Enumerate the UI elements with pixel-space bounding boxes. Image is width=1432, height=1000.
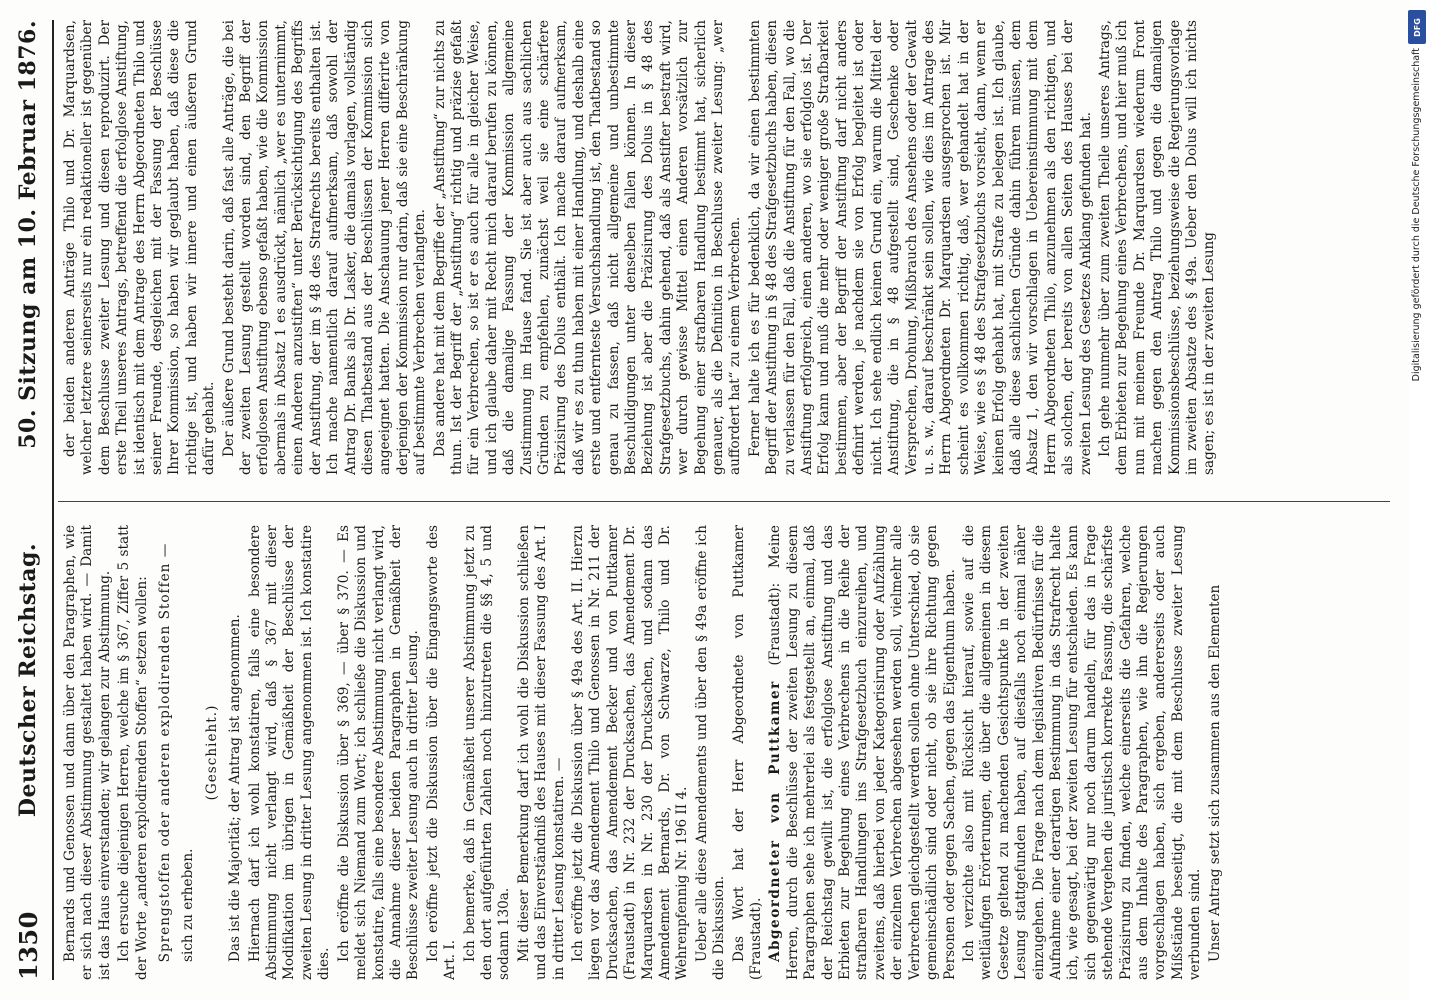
paragraph: sich zu erheben. [180,848,197,962]
centered-line: (Geschieht.) [203,704,220,801]
column-divider [58,501,1390,502]
paragraph: Das ist die Majorität; der Antrag ist angenommen. [227,614,244,962]
paragraph: Ich ersuche diejenigen Herren, welche im § 367, Ziffer 5 statt der Worte „anderen explodirenden Stoffen“ setzen wollen: [116,525,150,980]
header-rule [52,20,54,980]
dfg-logo: DFG [1408,10,1426,44]
speaker-name: Abgeordneter von Puttkamer [767,680,784,962]
digitization-stamp [1404,4,1430,994]
paragraph: Bernards und Genossen und dann über den Paragraphen, wie er sich nach dieser Abstimmung gestaltet haben wird. — Damit ist das Haus einverstanden; wir gelangen zur Abstimmung. [62,525,113,980]
funding-notice: Digitalisierung gefördert durch die Deutsche Forschungsgemeinschaft [1411,48,1422,382]
paragraph: Unser Antrag setzt sich zusammen aus den Elementen [1206,584,1223,962]
paragraph: Das Wort hat der Herr Abgeordnete von Puttkamer (Fraustadt). [730,525,765,980]
paragraph: Ueber alle diese Amendements und über den § 49a eröffne ich die Diskussion. [693,525,728,980]
page-number: 1350 [13,911,43,980]
paragraph: Ich eröffne jetzt die Diskussion über § 49a des Art. II. Hierzu liegen vor das Amendement Thilo und Genossen in Nr. 211 der Drucksachen, das Amendement Becker und von Puttkamer (Fraustadt) in Nr. 232 der Drucksachen, das Amendement Dr. Marquardsen in Nr. 230 der Drucksachen, und sodann das Amendement Bernards, Dr. von Schwarze, Thilo und Dr. Wehrenpfennig Nr. 196 II 4. [569,525,691,980]
paragraph: Der äußere Grund besteht darin, daß fast alle Anträge, die bei der zweiten Lesung gestellt worden sind, den Begriff der erfolglosen Anstiftung ebenso gefaßt haben, wie die Kommission abermals in Absatz 1 es ausdrückt, nämlich „wer es unternimmt, einen Anderen anzustiften“ unter Berücksichtigung des Begriffs der Anstiftung, der im § 48 des Strafrechts bereits enthalten ist. Ich mache namentlich darauf aufmerksam, daß sowohl der Antrag Dr. Banks als Dr. Lasker, die damals vorlagen, vollständig diesen Thatbestand aus der Beschlüssen der Kommission sich angeeignet hatten. Die Anschauung jener Herren differirte von derjenigen der Kommission nur darin, daß sie eine Beschränkung auf bestimmte Verbrechen verlangten. [220,20,429,475]
page-header [8,20,48,980]
paragraph: Das andere hat mit dem Begriffe der „Anstiftung“ zur nichts zu thun. Ist der Begriff der „Anstiftung“ richtig und präzise gefaßt für ein Verbrechen, so ist er es auch für alle in gleicher Weise, und ich glaube daher mit Recht mich darauf berufen zu können, daß die damalige Fassung der Kommission allgemeine Zustimmung im Hause fand. Sie ist aber auch aus sachlichen Gründen zu empfehlen, zunächst weil sie eine schärfere Präzisirung des Dolus enthält. Ich mache darauf aufmerksam, daß wir es zu thun haben mit einer Handlung, und deshalb eine erste und entfernteste Versuchshandlung ist, den Thatbestand so genau zu fassen, daß nicht allgemeine und unbestimmte Beschuldigungen unter denselben fallen können. In dieser Beziehung ist aber die Präzisirung des Dolus in § 48 des Strafgesetzbuchs, dahin gehend, daß als Anstifter bestraft wird, wer durch gewisse Mittel einen Anderen vorsätzlich zur Begehung einer strafbaren Handlung bestimmt hat, sicherlich genauer, als die Definition in Beschlusse zweiter Lesung: „wer auffordert hat“ zu einem Verbrechen. [431,20,744,475]
publication-title: Deutscher Reichstag. [15,542,41,818]
left-text-column [62,525,1392,980]
paragraph: Ich eröffne die Diskussion über § 369, — über § 370. — Es meldet sich Niemand zum Wort; ich schließe die Diskussion und konstatire, falls eine besondere Abstimmung nicht verlangt wird, die Annahme dieser beiden Paragraphen in Gemäßheit der Beschlüsse zweiter Lesung auch in dritter Lesung. [335,525,422,980]
centered-line: Sprengstoffen oder anderen explodirenden Stoffen — [157,542,174,963]
speech-paragraph [767,525,958,980]
paragraph: Ich verzichte also mit Rücksicht hierauf, sowie auf die weitläufigen Erörterungen, die über die allgemeinen in diesem Gesetze geltend zu machenden Gesichtspunkte in der zweiten Lesung stattgefunden haben, auf diesfalls noch einmal näher einzugehen. Die Frage nach dem legislativen Bedürfnisse für die Aufnahme einer derartigen Bestimmung in das Strafrecht halte ich, wie gesagt, bei der zweiten Lesung für entschieden. Es kann sich gegenwärtig nur noch darum handeln, für das in Frage stehende Vergehen die juristisch korrekte Fassung, die schärfste Präzisirung zu finden, welche einerseits die Gefahren, welche aus dem Inhalte des Paragraphen, wie ihn die Regierungen vorgeschlagen haben, sich ergeben, andererseits oder auch Mißstände beseitigt, die mit dem Beschlusse zweiter Lesung verbunden sind. [960,525,1204,980]
session-title: 50. Sitzung am 10. Februar 1876. [15,20,41,449]
paragraph: Mit dieser Bemerkung darf ich wohl die Diskussion schließen und das Einverständniß des Hauses mit dieser Fassung des Art. I in dritter Lesung konstatiren. — [515,525,567,980]
speech-text: (Fraustadt): Meine Herren, durch die Beschlüsse der zweiten Lesung zu diesem Paragraphen sehe ich mehrerlei als festgestellt an, einmal, daß der Reichstag gewillt ist, die erfolglose Anstiftung und das Erbieten zur Begehung eines Verbrechens in die Reihe der strafbaren Handlungen ins Strafgesetzbuch einzureihen, und zweitens, daß hierbei von jeder Kategorisirung oder Aufzählung der einzelnen Verbrechen abgesehen werden soll, vielmehr alle Verbrechen gleichgestellt werden sollen ohne Unterschied, ob sie gemeinschädlich sind oder nicht, ob sie ihre Richtung gegen Personen oder gegen Sachen, gegen das Eigenthum haben. [767,525,958,980]
paragraph: Ich bemerke, daß in Gemäßheit unserer Abstimmung jetzt zu den dort aufgeführten Zahlen noch hinzutreten die §§ 4, 5 und sodann 130a. [461,525,513,980]
paragraph: Ich eröffne jetzt die Diskussion über die Eingangsworte des Art. I. [424,525,459,980]
paragraph: Hiernach darf ich wohl konstatiren, falls eine besondere Abstimmung nicht verlangt wird, daß § 367 mit dieser Modifikation im übrigen in Gemäßheit der Beschlüsse der zweiten Lesung in dritter Lesung angenommen ist. Ich konstatire dies. [246,525,333,980]
paragraph: Ferner halte ich es für bedenklich, da wir einen bestimmten Begriff der Anstiftung in § 48 des Strafgesetzbuchs haben, diesen zu verlassen für den Fall, daß die Anstiftung für den Fall, wo die Anstiftung erfolgreich, einen anderen, wo sie erfolglos ist. Der Erfolg kann und muß die mehr oder weniger große Strafbarkeit bestimmen, aber der Begriff der Anstiftung darf nicht anders definirt werden, je nachdem sie von Erfolg begleitet ist oder nicht. Ich sehe endlich keinen Grund ein, warum die Mittel der Anstiftung, die in § 48 aufgestellt sind, Geschenke oder Versprechen, Drohung, Mißbrauch des Ansehens oder der Gewalt u. s. w., darauf beschränkt sein sollen, wie dies im Antrage des Herrn Abgeordneten Dr. Marquardsen ausgesprochen ist. Mir scheint es vollkommen richtig, daß, wer gehandelt hat in der Weise, wie es § 48 des Strafgesetzbuchs vorsieht, dann, wenn er keinen Erfolg gehabt hat, mit Strafe zu belegen ist. Ich glaube, daß alle diese sachlichen Gründe dahin führen müssen, dem Absatz 1, den wir vorschlagen in Uebereinstimmung mit dem Herrn Abgeordneten Thilo, anzunehmen als den richtigen, und als solchen, der bereits von allen Seiten des Hauses bei der zweiten Lesung des Gesetzes Anklang gefunden hat. [746,20,1094,475]
paragraph: Ich gehe nunmehr über zum zweiten Theile unseres Antrags, dem Erbieten zur Begehung eines Verbrechens, und hier muß ich nun mit meinem Freunde Dr. Marquardsen wiederum Front machen gegen den Antrag Thilo und gegen die damaligen Kommissionsbeschlüsse, beziehungsweise die Regierungsvorlage im zweiten Absatze des § 49a. Ueber den Dolus will ich nichts sagen; es ist in der zweiten Lesung [1096,20,1218,475]
right-text-column [62,20,1392,475]
paragraph: der beiden anderen Anträge Thilo und Dr. Marquardsen, welcher letztere seinerseits nur ein redaktioneller ist gegenüber dem Beschlusse zweiter Lesung und diesen reproduzirt. Der erste Theil unseres Antrags, betreffend die erfolglose Anstiftung, ist identisch mit dem Antrage des Herrn Abgeordneten Thilo und seiner Freunde, desgleichen mit der Fassung der Beschlüsse Ihrer Kommission, so haben wir geglaubt haben, daß diese die richtige ist, und haben wir innere und einen äußeren Grund dafür gehabt. [62,20,218,475]
